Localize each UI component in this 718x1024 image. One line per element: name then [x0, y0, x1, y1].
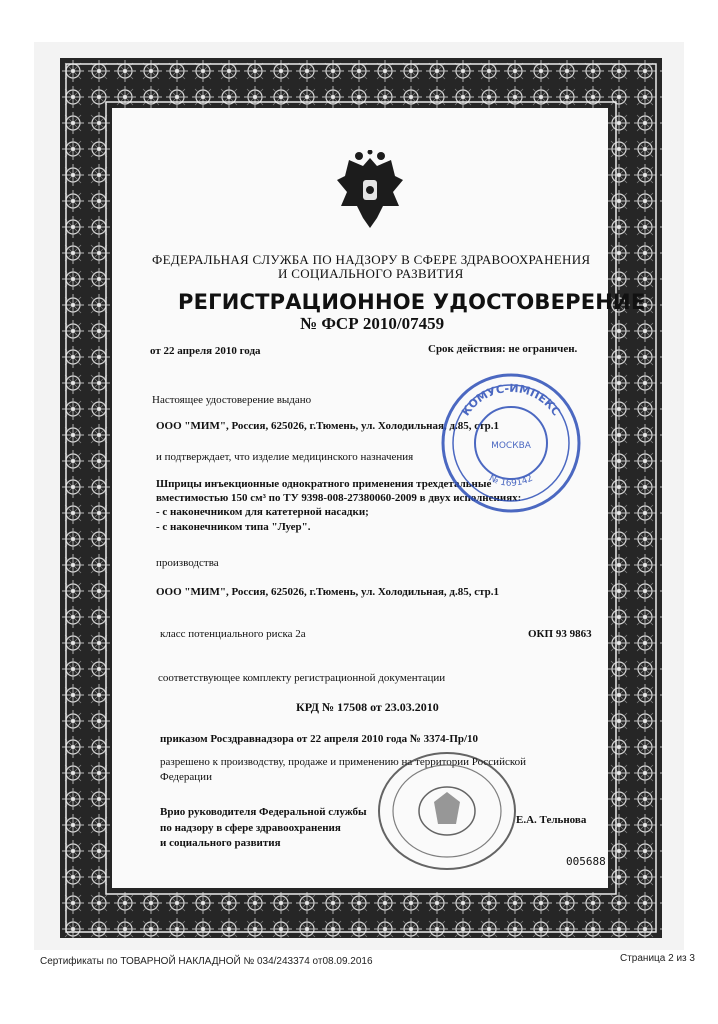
coat-of-arms-emblem [333, 150, 407, 230]
issued-label: Настоящее удостоверение выдано [152, 394, 312, 406]
order-text: приказом Росздравнадзора от 22 апреля 2010 года № 3374-Пр/10 [160, 733, 479, 745]
product-line-1: Шприцы инъекционные однократного применения трехдетальные [156, 478, 492, 490]
agency-line-2: И СОЦИАЛЬНОГО РАЗВИТИЯ [278, 266, 464, 281]
company-stamp [438, 370, 584, 516]
risk-class: класс потенциального риска 2а [160, 628, 306, 640]
permitted-line-2: Федерации [160, 771, 212, 783]
permitted-line-1: разрешено к производству, продаже и применению на территории Российской [160, 756, 527, 768]
product-line-3: - с наконечником для катетерной насадки; [156, 506, 369, 518]
product-line-2: вместимостью 150 см³ по ТУ 9398-008-27380060-2009 в двух исполнениях: [156, 492, 522, 504]
issued-to: ООО "МИМ", Россия, 625026, г.Тюмень, ул. Холодильная, д.85, стр.1 [156, 420, 500, 432]
production-label: производства [156, 557, 219, 569]
certificate-date: от 22 апреля 2010 года [150, 345, 261, 357]
conforms-text: соответствующее комплекту регистрационной документации [158, 672, 446, 684]
svg-text:КОМУС-ИМПЕКС [459, 382, 563, 418]
product-line-4: - с наконечником типа "Луер". [156, 521, 311, 533]
signature-line-2: по надзору в сфере здравоохранения [160, 822, 341, 834]
official-seal [372, 746, 522, 876]
certificate-title: РЕГИСТРАЦИОННОЕ УДОСТОВЕРЕНИЕ [178, 290, 646, 314]
signature-line-3: и социального развития [160, 837, 281, 849]
stamp-city-text: МОСКВА [491, 441, 531, 451]
svg-text:№ 169142 [487, 474, 534, 489]
producer: ООО "МИМ", Россия, 625026, г.Тюмень, ул. Холодильная, д.85, стр.1 [156, 586, 500, 598]
confirms-text: и подтверждает, что изделие медицинского назначения [156, 451, 414, 463]
stamp-company-text: КОМУС-ИМПЕКС [459, 381, 563, 419]
signatory-name: Е.А. Тельнова [516, 814, 587, 826]
footer-page-number: Страница 2 из 3 [620, 953, 695, 964]
stamp-reg-text: № 169142 [487, 473, 535, 489]
signature-line-1: Врио руководителя Федеральной службы [160, 806, 367, 818]
okp-code: ОКП 93 9863 [528, 628, 592, 640]
serial-number: 005688 [566, 855, 606, 868]
agency-line-1: ФЕДЕРАЛЬНАЯ СЛУЖБА ПО НАДЗОРУ В СФЕРЕ ЗДРАВООХРАНЕНИЯ [152, 252, 591, 267]
krd-number: КРД № 17508 от 23.03.2010 [296, 700, 439, 714]
footer-left: Сертификаты по ТОВАРНОЙ НАКЛАДНОЙ № 034/243374 от08.09.2016 [40, 956, 373, 967]
certificate-number: № ФСР 2010/07459 [300, 314, 445, 333]
certificate-validity: Срок действия: не ограничен. [428, 343, 578, 355]
